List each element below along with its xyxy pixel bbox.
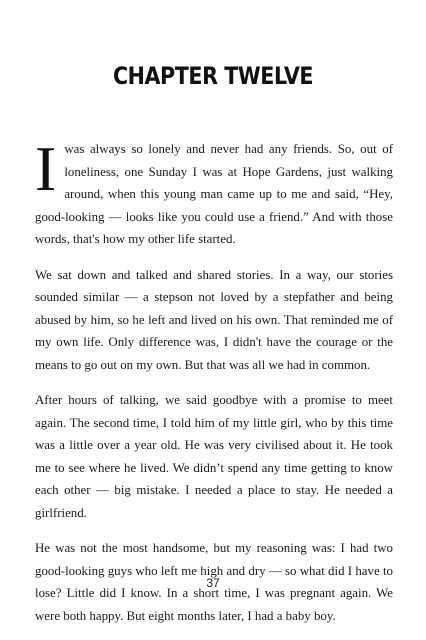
page-number: 37 xyxy=(206,576,220,590)
chapter-body xyxy=(35,133,393,640)
paragraph-2: We sat down and talked and shared stories. In a way, our stories sounded similar — a stepson not loved by a stepfather and being abused by him, so he left and lived on his own. That reminded me of my own life. Only difference was, I didn't have the courage or the means to go out on my own. But that was all we had in common. xyxy=(35,267,393,372)
paragraph-4: He was not the most handsome, but my reasoning was: I had two good-looking guys who left me high and dry — so what did I have to lose? Little did I know. In a short time, I was pregnant again. We were both happy. But eight months later, I had a baby boy. xyxy=(35,541,393,623)
paragraph-3: After hours of talking, we said goodbye with a promise to meet again. The second time, I told him of my little girl, who by this time was a little over a year old. He was very civilised about it. He took me to see where he lived. We didn’t spend any time getting to know each other — big mistake. I needed a place to stay. He needed a girlfriend. xyxy=(35,393,393,520)
paragraph-1 xyxy=(35,133,393,251)
paragraph-1-text: was always so lonely and never had any friends. So, out of loneliness, one Sunday I was at Hope Gardens, just walking around, when this young man came up to me and said, “Hey, good-looking — looks like you could use a friend.” And with those words, that's how my other life started. xyxy=(35,142,393,246)
chapter-title: CHAPTER TWELVE xyxy=(112,62,314,90)
drop-cap-letter: I xyxy=(35,133,57,204)
